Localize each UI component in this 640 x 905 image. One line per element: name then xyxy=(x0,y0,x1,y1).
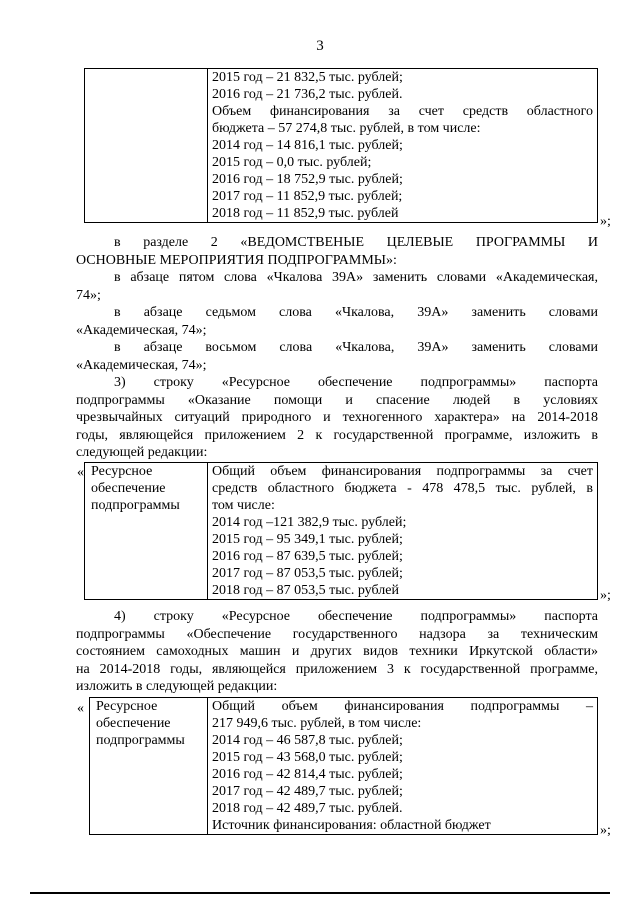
page-number: 3 xyxy=(316,38,324,54)
funding-table-3 xyxy=(89,697,598,835)
table3-line: 2014 год – 46 587,8 тыс. рублей; xyxy=(212,733,403,748)
para-line: в абзаце седьмом слова «Чкалова, 39А» заменить словами xyxy=(114,305,598,320)
table1-line: 2015 год – 0,0 тыс. рублей; xyxy=(212,155,372,170)
para-line: в абзаце пятом слова «Чкалова 39А» заменить словами «Академическая, xyxy=(114,270,598,285)
table2-open-quote: « xyxy=(77,465,84,480)
table2-line: средств областного бюджета - 478 478,5 тыс. рублей, в xyxy=(212,481,593,496)
table3-line: 2015 год – 43 568,0 тыс. рублей; xyxy=(212,750,403,765)
funding-cell xyxy=(208,69,598,223)
amendment-text-2 xyxy=(76,608,598,696)
para-line: годы, являющейся приложением 2 к государственной программе, изложить в xyxy=(76,427,598,443)
para-line: состоянием самоходных машин и других видов техники Иркутской области» xyxy=(76,644,598,659)
resource-label-cell xyxy=(90,698,208,835)
table1-line: 2015 год – 21 832,5 тыс. рублей; xyxy=(212,70,403,85)
para-line: следующей редакции: xyxy=(76,445,208,460)
table2-line: 2014 год –121 382,9 тыс. рублей; xyxy=(212,515,407,530)
empty-label-cell xyxy=(85,69,208,223)
table3-line: 217 949,6 тыс. рублей, в том числе: xyxy=(212,716,422,731)
label-line: Ресурсное xyxy=(91,464,153,479)
para-line: на 2014-2018 годы, являющейся приложением 3 к государственной программе, xyxy=(76,661,598,677)
table1-line: 2016 год – 18 752,9 тыс. рублей; xyxy=(212,172,403,187)
label-line: Ресурсное xyxy=(96,699,158,714)
resource-label-cell xyxy=(85,463,208,600)
funding-table-1 xyxy=(84,68,598,223)
table2-line: Общий объем финансирования подпрограммы за счет xyxy=(212,464,593,479)
table3-close-quote: »; xyxy=(600,823,611,838)
table2-line: том числе: xyxy=(212,498,275,513)
page-bottom-rule xyxy=(30,892,610,894)
table1-close-quote: »; xyxy=(600,214,611,229)
para-line: «Академическая, 74»; xyxy=(76,322,207,338)
table1-line: 2016 год – 21 736,2 тыс. рублей. xyxy=(212,87,403,102)
table3-open-quote: « xyxy=(77,701,84,716)
table1-line: бюджета – 57 274,8 тыс. рублей, в том числе: xyxy=(212,121,481,136)
funding-cell xyxy=(208,463,598,600)
table1-line: Объем финансирования за счет средств областного xyxy=(212,104,593,119)
para-line: в разделе 2 «ВЕДОМСТВЕНЫЕ ЦЕЛЕВЫЕ ПРОГРАММЫ И xyxy=(114,235,598,250)
para-line: 74»; xyxy=(76,287,101,303)
para-line: подпрограммы «Оказание помощи и спасение людей в условиях xyxy=(76,392,598,408)
table1-line: 2014 год – 14 816,1 тыс. рублей; xyxy=(212,138,403,153)
para-line: изложить в следующей редакции: xyxy=(76,679,278,694)
table2-close-quote: »; xyxy=(600,588,611,603)
table2-line: 2018 год – 87 053,5 тыс. рублей xyxy=(212,583,399,598)
para-line: 3) строку «Ресурсное обеспечение подпрограммы» паспорта xyxy=(114,375,598,390)
para-line: ОСНОВНЫЕ МЕРОПРИЯТИЯ ПОДПРОГРАММЫ»: xyxy=(76,252,397,268)
table3-line: 2016 год – 42 814,4 тыс. рублей; xyxy=(212,767,403,782)
para-line: подпрограммы «Обеспечение государственного надзора за техническим xyxy=(76,626,598,642)
funding-cell xyxy=(208,698,598,835)
table2-line: 2015 год – 95 349,1 тыс. рублей; xyxy=(212,532,403,547)
label-line: обеспечение xyxy=(91,481,166,496)
table2-line: 2017 год – 87 053,5 тыс. рублей; xyxy=(212,566,403,581)
table1-line: 2017 год – 11 852,9 тыс. рублей; xyxy=(212,189,403,204)
para-line: 4) строку «Ресурсное обеспечение подпрограммы» паспорта xyxy=(114,609,598,624)
para-line: чрезвычайных ситуаций природного и техногенного характера» на 2014-2018 xyxy=(76,410,598,425)
label-line: обеспечение xyxy=(96,716,171,731)
label-line: подпрограммы xyxy=(96,733,185,748)
para-line: «Академическая, 74»; xyxy=(76,357,207,373)
label-line: подпрограммы xyxy=(91,498,180,513)
table2-line: 2016 год – 87 639,5 тыс. рублей; xyxy=(212,549,403,564)
table3-line: 2018 год – 42 489,7 тыс. рублей. xyxy=(212,801,403,816)
table1-line: 2018 год – 11 852,9 тыс. рублей xyxy=(212,206,399,221)
table3-line: 2017 год – 42 489,7 тыс. рублей; xyxy=(212,784,403,799)
table3-line: Общий объем финансирования подпрограммы – xyxy=(212,699,593,714)
para-line: в абзаце восьмом слова «Чкалова, 39А» заменить словами xyxy=(114,340,598,355)
table3-line: Источник финансирования: областной бюджет xyxy=(212,818,491,833)
amendment-text-1 xyxy=(76,234,598,462)
funding-table-2 xyxy=(84,462,598,600)
